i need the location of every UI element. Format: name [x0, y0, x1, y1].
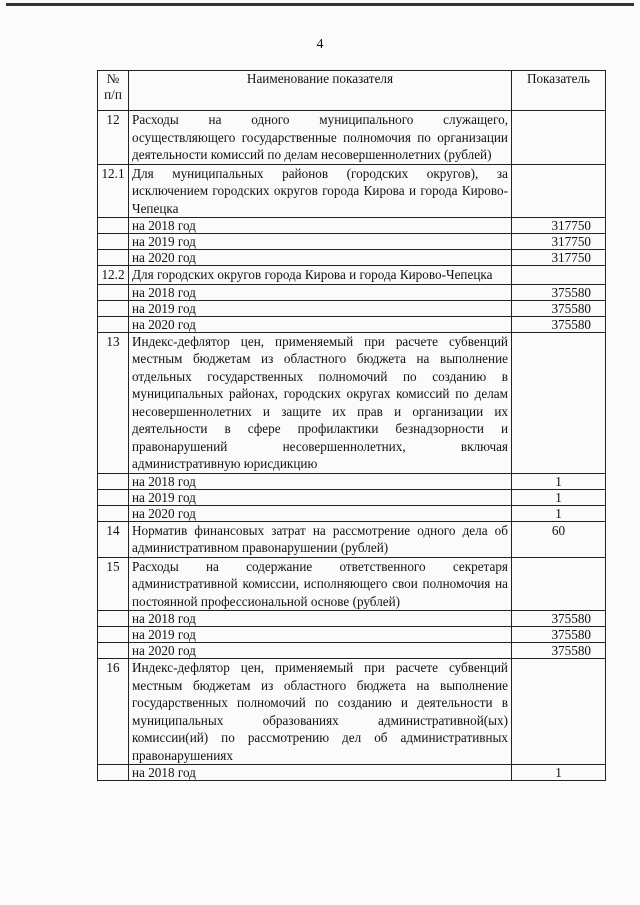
row-number: [98, 284, 129, 300]
row-name: на 2019 год: [129, 300, 512, 316]
table-row: [98, 316, 606, 332]
table-row: [98, 765, 606, 781]
table-row: [98, 284, 606, 300]
row-value: 375580: [512, 300, 606, 316]
table-row: [98, 521, 606, 557]
row-number: 12.2: [98, 266, 129, 285]
row-name: Расходы на одного муниципального служащего, осуществляющего государственные полномочия по организации деятельности комиссий по делам несовершеннолетних (рублей): [129, 111, 512, 165]
table-row: [98, 473, 606, 489]
row-value: 1: [512, 765, 606, 781]
row-name: на 2019 год: [129, 234, 512, 250]
table-row: [98, 557, 606, 611]
row-name: на 2018 год: [129, 284, 512, 300]
row-number: [98, 250, 129, 266]
row-value: 375580: [512, 316, 606, 332]
row-value: 375580: [512, 627, 606, 643]
row-number: [98, 765, 129, 781]
table-row: [98, 659, 606, 765]
row-name: на 2020 год: [129, 316, 512, 332]
row-name: Расходы на содержание ответственного секретаря административной комиссии, исполняющего свои полномочия на постоянной профессиональной основе (рублей): [129, 557, 512, 611]
row-name: Индекс-дефлятор цен, применяемый при расчете субвенций местным бюджетам из областного бюджета на выполнение отдельных государственных полномочий по созданию в муниципальных районах, городских округах комиссий по делам несовершеннолетних и защите их прав и организации их деятельности в сфере профилактики безнадзорности и правонарушений несовершеннолетних, включая административную юрисдикцию: [129, 332, 512, 473]
table-row: [98, 332, 606, 473]
row-value: [512, 557, 606, 611]
row-value: [512, 332, 606, 473]
header-num: № п/п: [98, 71, 129, 111]
row-value: [512, 266, 606, 285]
row-value: 1: [512, 473, 606, 489]
table-row: [98, 611, 606, 627]
row-name: Для муниципальных районов (городских округов), за исключением городских округов города Кирова и города Кирово-Чепецка: [129, 164, 512, 218]
row-number: [98, 473, 129, 489]
top-border-line: [6, 3, 634, 6]
row-number: 16: [98, 659, 129, 765]
row-number: [98, 300, 129, 316]
table-row: [98, 489, 606, 505]
table-row: [98, 300, 606, 316]
row-value: [512, 164, 606, 218]
row-name: Для городских округов города Кирова и города Кирово-Чепецка: [129, 266, 512, 285]
row-number: [98, 627, 129, 643]
row-name: Индекс-дефлятор цен, применяемый при расчете субвенций местным бюджетам из областного бюджета на выполнение государственных полномочий по созданию и деятельности в муниципальных образованиях административной(ых) комиссии(ий) по рассмотрению дел об административных правонарушениях: [129, 659, 512, 765]
row-value: 317750: [512, 234, 606, 250]
row-value: 375580: [512, 643, 606, 659]
table-row: [98, 234, 606, 250]
table-row: [98, 266, 606, 285]
row-number: [98, 489, 129, 505]
row-value: 317750: [512, 218, 606, 234]
row-number: 12: [98, 111, 129, 165]
row-value: 317750: [512, 250, 606, 266]
row-name: на 2018 год: [129, 611, 512, 627]
row-name: на 2020 год: [129, 250, 512, 266]
table-row: [98, 505, 606, 521]
header-value: Показатель: [512, 71, 606, 111]
row-number: 12.1: [98, 164, 129, 218]
row-number: 15: [98, 557, 129, 611]
table-row: [98, 627, 606, 643]
header-name: Наименование показателя: [129, 71, 512, 111]
table-row: [98, 643, 606, 659]
row-name: на 2018 год: [129, 473, 512, 489]
row-value: 375580: [512, 611, 606, 627]
row-number: [98, 234, 129, 250]
row-value: 375580: [512, 284, 606, 300]
row-name: на 2018 год: [129, 218, 512, 234]
row-value: [512, 659, 606, 765]
table-row: [98, 111, 606, 165]
row-number: [98, 218, 129, 234]
row-name: на 2020 год: [129, 643, 512, 659]
table-row: [98, 164, 606, 218]
row-number: [98, 505, 129, 521]
row-number: [98, 316, 129, 332]
row-value: 60: [512, 521, 606, 557]
row-number: 14: [98, 521, 129, 557]
row-name: Норматив финансовых затрат на рассмотрение одного дела об административном правонарушении (рублей): [129, 521, 512, 557]
row-name: на 2018 год: [129, 765, 512, 781]
row-number: [98, 611, 129, 627]
row-number: [98, 643, 129, 659]
row-name: на 2020 год: [129, 505, 512, 521]
table-row: [98, 250, 606, 266]
row-value: [512, 111, 606, 165]
table-row: [98, 218, 606, 234]
row-number: 13: [98, 332, 129, 473]
row-name: на 2019 год: [129, 627, 512, 643]
row-value: 1: [512, 505, 606, 521]
row-value: 1: [512, 489, 606, 505]
row-name: на 2019 год: [129, 489, 512, 505]
indicators-table: [97, 70, 606, 781]
page-number: 4: [316, 37, 324, 52]
table-header-row: [98, 71, 606, 111]
